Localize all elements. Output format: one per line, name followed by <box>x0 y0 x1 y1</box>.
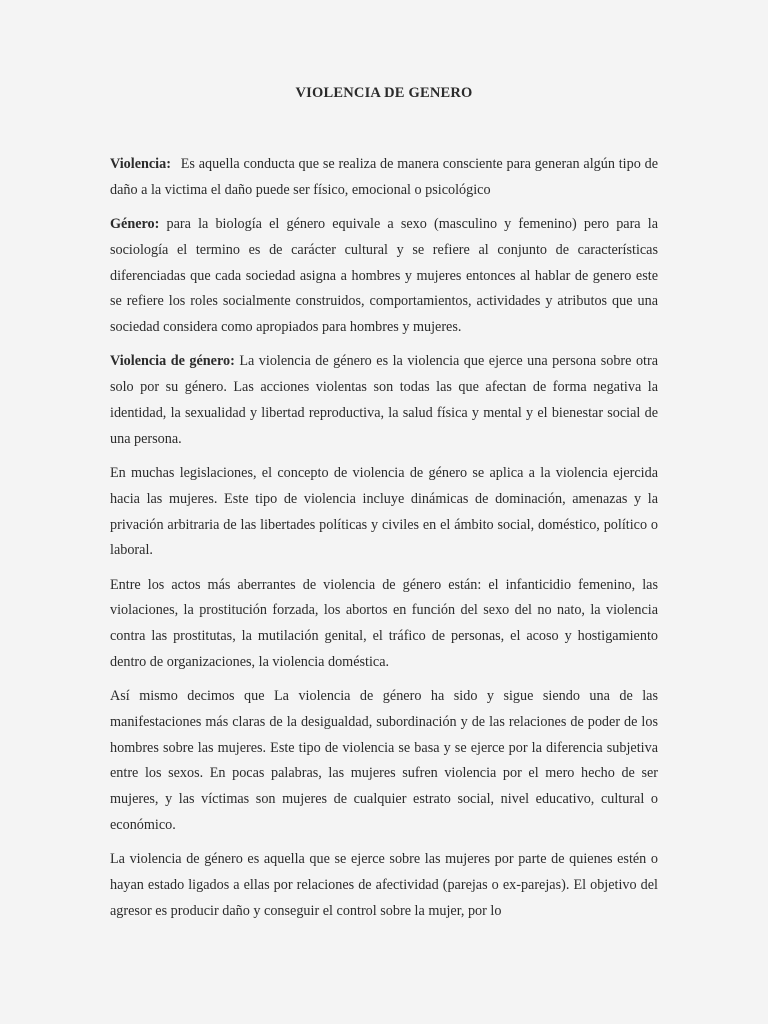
paragraph-text: para la biología el género equivale a sexo (masculino y femenino) pero para la sociología el termino es de carácter cultural y se refiere al conjunto de características diferenciadas que cada sociedad asigna a hombres y mujeres entonces al hablar de genero este se refiere los roles socialmente construidos, comportamientos, actividades y atributos que una sociedad considera como apropiados para hombres y mujeres. <box>110 215 658 336</box>
document-body <box>110 152 658 933</box>
paragraph-text: La violencia de género es la violencia que ejerce una persona sobre otra solo por su género. Las acciones violentas son todas las que afectan de forma negativa la identidad, la sexualidad y libertad reproductiva, la salud física y mental y el bienestar social de una persona. <box>110 353 659 447</box>
paragraph-text: Es aquella conducta que se realiza de manera consciente para generan algún tipo de daño a la victima el daño puede ser físico, emocional o psicológico <box>110 156 658 198</box>
paragraph-text: Entre los actos más aberrantes de violencia de género están: el infanticidio femenino, las violaciones, la prostitución forzada, los abortos en función del sexo del no nato, la violencia contra las prostitutas, la mutilación genital, el tráfico de personas, el acoso y hostigamiento dentro de organizaciones, la violencia doméstica. <box>110 576 658 670</box>
paragraph-text: En muchas legislaciones, el concepto de violencia de género se aplica a la violencia ejercida hacia las mujeres. Este tipo de violencia incluye dinámicas de dominación, amenazas y la privación arbitraria de las libertades políticas y civiles en el ámbito social, doméstico, político o laboral. <box>110 464 658 559</box>
paragraph-genero <box>110 212 658 341</box>
paragraph-violencia-de-genero <box>110 349 658 452</box>
paragraph-lead: Violencia de género: <box>110 353 235 370</box>
paragraph-lead: Género: <box>110 215 160 232</box>
paragraph-actos <box>110 573 658 676</box>
paragraph-text: Así mismo decimos que La violencia de género ha sido y sigue siendo una de las manifestaciones más claras de la desigualdad, subordinación y de las relaciones de poder de los hombres sobre las mujeres. Este tipo de violencia se basa y se ejerce por la diferencia subjetiva entre los sexos. En pocas palabras, las mujeres sufren violencia por el mero hecho de ser mujeres, y las víctimas son mujeres de cualquier estrato social, nivel educativo, cultural o económico. <box>110 688 658 834</box>
paragraph-asi-mismo <box>110 684 658 839</box>
paragraph-definicion-final <box>110 847 658 924</box>
document-title: VIOLENCIA DE GENERO <box>295 85 473 101</box>
paragraph-violencia <box>110 152 658 204</box>
paragraph-lead: Violencia: <box>110 156 171 172</box>
paragraph-legislaciones <box>110 461 658 564</box>
paragraph-text: La violencia de género es aquella que se ejerce sobre las mujeres por parte de quienes estén o hayan estado ligados a ellas por relaciones de afectividad (parejas o ex-parejas). El objetivo del agresor es producir daño y conseguir el control sobre la mujer, por lo <box>110 851 658 919</box>
